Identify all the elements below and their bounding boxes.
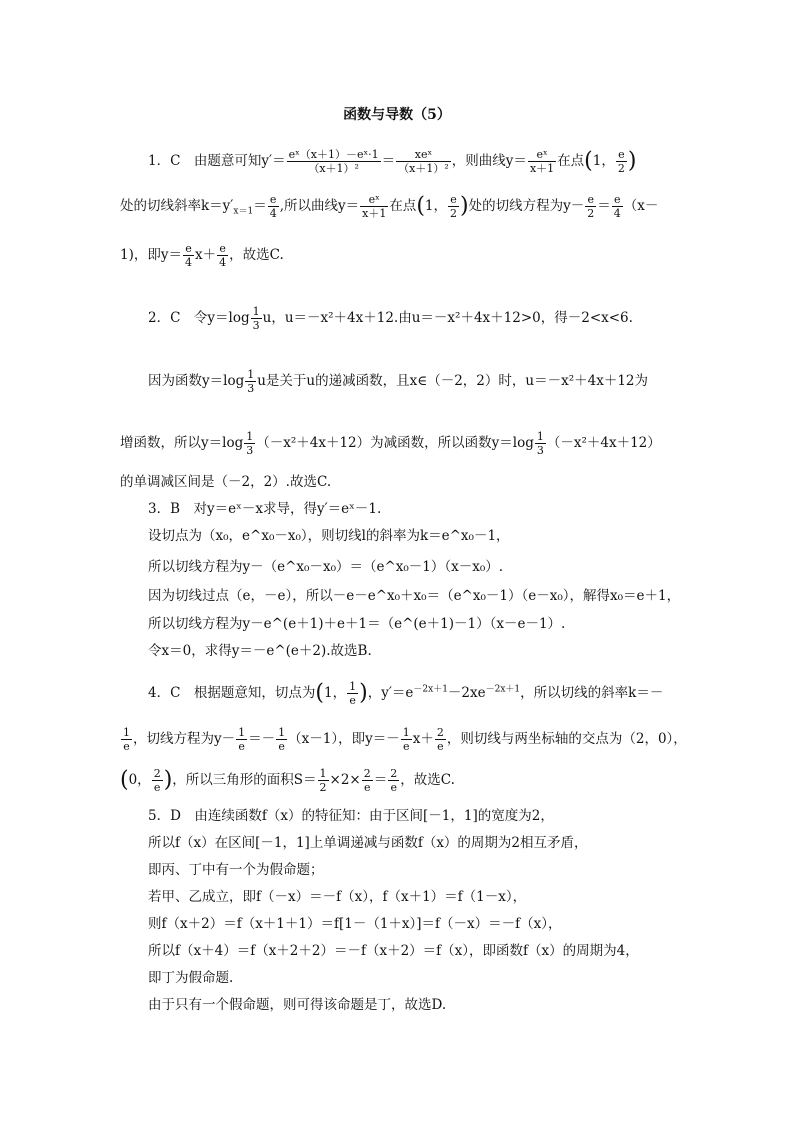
fraction: $\frac{e}{4}$: [613, 193, 621, 220]
fraction: $\frac{\text{eˣ}}{x+1}$: [362, 193, 387, 220]
fraction: $\frac{1}{2}$: [319, 767, 327, 794]
problem-4-line-1: 4．C 根据题意知，切点为(1， $\frac{1}{e}$ )，$y'=e^{-2x+1}-2xe^{-2x+1}$，所以切线的斜率k＝－: [148, 680, 664, 707]
fraction: $\frac{e}{2}$: [617, 148, 625, 175]
problem-2-line-3: 增函数，所以y＝log $\frac{1}{3}$ （－x²＋4x＋12）为减函数，所以函数y＝log $\frac{1}{3}$ （－x²＋4x＋12）: [120, 430, 661, 457]
problem-5-line: 若甲、乙成立，即f（－x）＝－f（x），f（x＋1）＝f（1－x），: [148, 889, 527, 905]
fraction: $\frac{2}{e}$: [363, 767, 371, 794]
problem-5-line: 由于只有一个假命题，则可得该命题是丁，故选D.: [148, 997, 447, 1013]
problem-5-line: 则f（x＋2）＝f（x＋1＋1）＝f[1－（1＋x）]＝f（－x）＝－f（x），: [148, 916, 562, 932]
fraction: $\frac{e}{4}$: [184, 242, 192, 269]
problem-3-line: 所以切线方程为y－（e^x₀－x₀）＝（e^x₀－1）（x－x₀）.: [148, 559, 504, 575]
fraction: $\frac{1}{e}$: [123, 726, 130, 753]
problem-1-line-1: 1．C 由题意可知y′＝ $\frac{\text{eˣ（x＋1）－eˣ·1}}{\text{（x＋1）²}}$ ＝ xeˣ （x＋1）² ，则曲线y＝ $\frac{\text{eˣ}}{x+1}$ 在点(1， $\frac{e}{2}$ ): [148, 148, 637, 175]
page-title: 函数与导数（5）: [343, 107, 451, 123]
fraction: $\frac{1}{e}$: [349, 680, 357, 707]
fraction: $\frac{1}{e}$: [278, 726, 286, 753]
fraction: $\frac{1}{3}$: [247, 368, 255, 395]
problem-3-line: 令x＝0，求得y＝－e^(e＋2).故选B.: [148, 643, 372, 659]
problem-3-line: 3．B 对y＝eˣ－x求导，得y′＝eˣ－1.: [148, 501, 382, 517]
fraction: $\frac{1}{e}$: [402, 726, 410, 753]
problem-1-line-3: 1)，即y＝ $\frac{e}{4}$ x＋ $\frac{e}{4}$ ，故选C.: [120, 242, 284, 269]
fraction: $\frac{2}{e}$: [153, 767, 161, 794]
fraction: $\frac{e}{4}$: [269, 193, 277, 220]
problem-5-line: 5．D 由连续函数f（x）的特征知：由于区间[－1，1]的宽度为2，: [148, 808, 554, 824]
problem-1-line-2: 处的切线斜率$k=y'_{x=1}=$ $\frac{e}{4}$ ,所以曲线y＝ $\frac{\text{eˣ}}{x+1}$ 在点(1， $\frac{e}{2}$ )处的切线方程为y－ $\frac{e}{2}$ ＝ $\frac{e}{4}$ （x－: [120, 193, 659, 220]
problem-2-line-1: 2．C 令y＝log $\frac{1}{3}$ u，u＝－x²＋4x＋12.由u＝－x²＋4x＋12>0，得－2<x<6.: [148, 305, 633, 332]
problem-5-line: 所以f（x＋4）＝f（x＋2＋2）＝－f（x＋2）＝f（x），即函数f（x）的周期为4，: [148, 943, 639, 959]
fraction: $\frac{e}{4}$: [219, 242, 227, 269]
fraction: $\frac{1}{3}$: [536, 430, 544, 457]
problem-5-line: 即丙、丁中有一个为假命题；: [148, 862, 324, 878]
fraction: $\frac{e}{2}$: [587, 193, 595, 220]
problem-2-line-2: 因为函数y＝log $\frac{1}{3}$ u是关于u的递减函数，且x∈（－2，2）时，u＝－x²＋4x＋12为: [148, 368, 648, 395]
fraction: $\frac{1}{3}$: [252, 305, 260, 332]
fraction: $\frac{\text{eˣ（x＋1）－eˣ·1}}{\text{（x＋1）²}}$: [288, 148, 379, 175]
problem-2-line-4: 的单调减区间是（－2，2）.故选C.: [120, 474, 332, 490]
problem-4-line-2: $\frac{1}{e}$ ，切线方程为y－ $\frac{1}{e}$ ＝－ $\frac{1}{e}$ （x－1），即y＝－ $\frac{1}{e}$ x＋ $\frac{2}{e}$ ，则切线与两坐标轴的交点为（2，0），: [123, 726, 687, 753]
fraction: $\frac{e}{2}$: [450, 193, 457, 220]
problem-5-line: 所以f（x）在区间[－1，1]上单调递减与函数f（x）的周期为2相互矛盾，: [148, 835, 588, 851]
problem-5-line: 即丁为假命题.: [148, 970, 234, 986]
problem-3-line: 因为切线过点（e，－e），所以－e－e^x₀＋x₀＝（e^x₀－1）（e－x₀），解得x₀＝e＋1，: [148, 588, 681, 604]
fraction: $\frac{1}{3}$: [246, 430, 254, 457]
fraction: $\frac{2}{e}$: [436, 726, 444, 753]
problem-3-line: 设切点为（x₀，e^x₀－x₀），则切线l的斜率为k＝e^x₀－1，: [148, 528, 510, 544]
problem-4-line-3: (0， $\frac{2}{e}$ )，所以三角形的面积S＝ $\frac{1}{2}$ ×2× $\frac{2}{e}$ ＝ $\frac{2}{e}$ ，故选C.: [120, 767, 455, 794]
fraction: $\frac{\text{eˣ}}{x+1}$: [529, 148, 555, 175]
fraction: $\frac{2}{e}$: [390, 767, 398, 794]
problem-3-line: 所以切线方程为y－e^(e＋1)＋e＋1＝（e^(e＋1)－1）（x－e－1）.: [148, 616, 566, 632]
fraction: $\frac{1}{e}$: [238, 726, 246, 753]
fraction: xeˣ （x＋1）²: [398, 148, 449, 175]
